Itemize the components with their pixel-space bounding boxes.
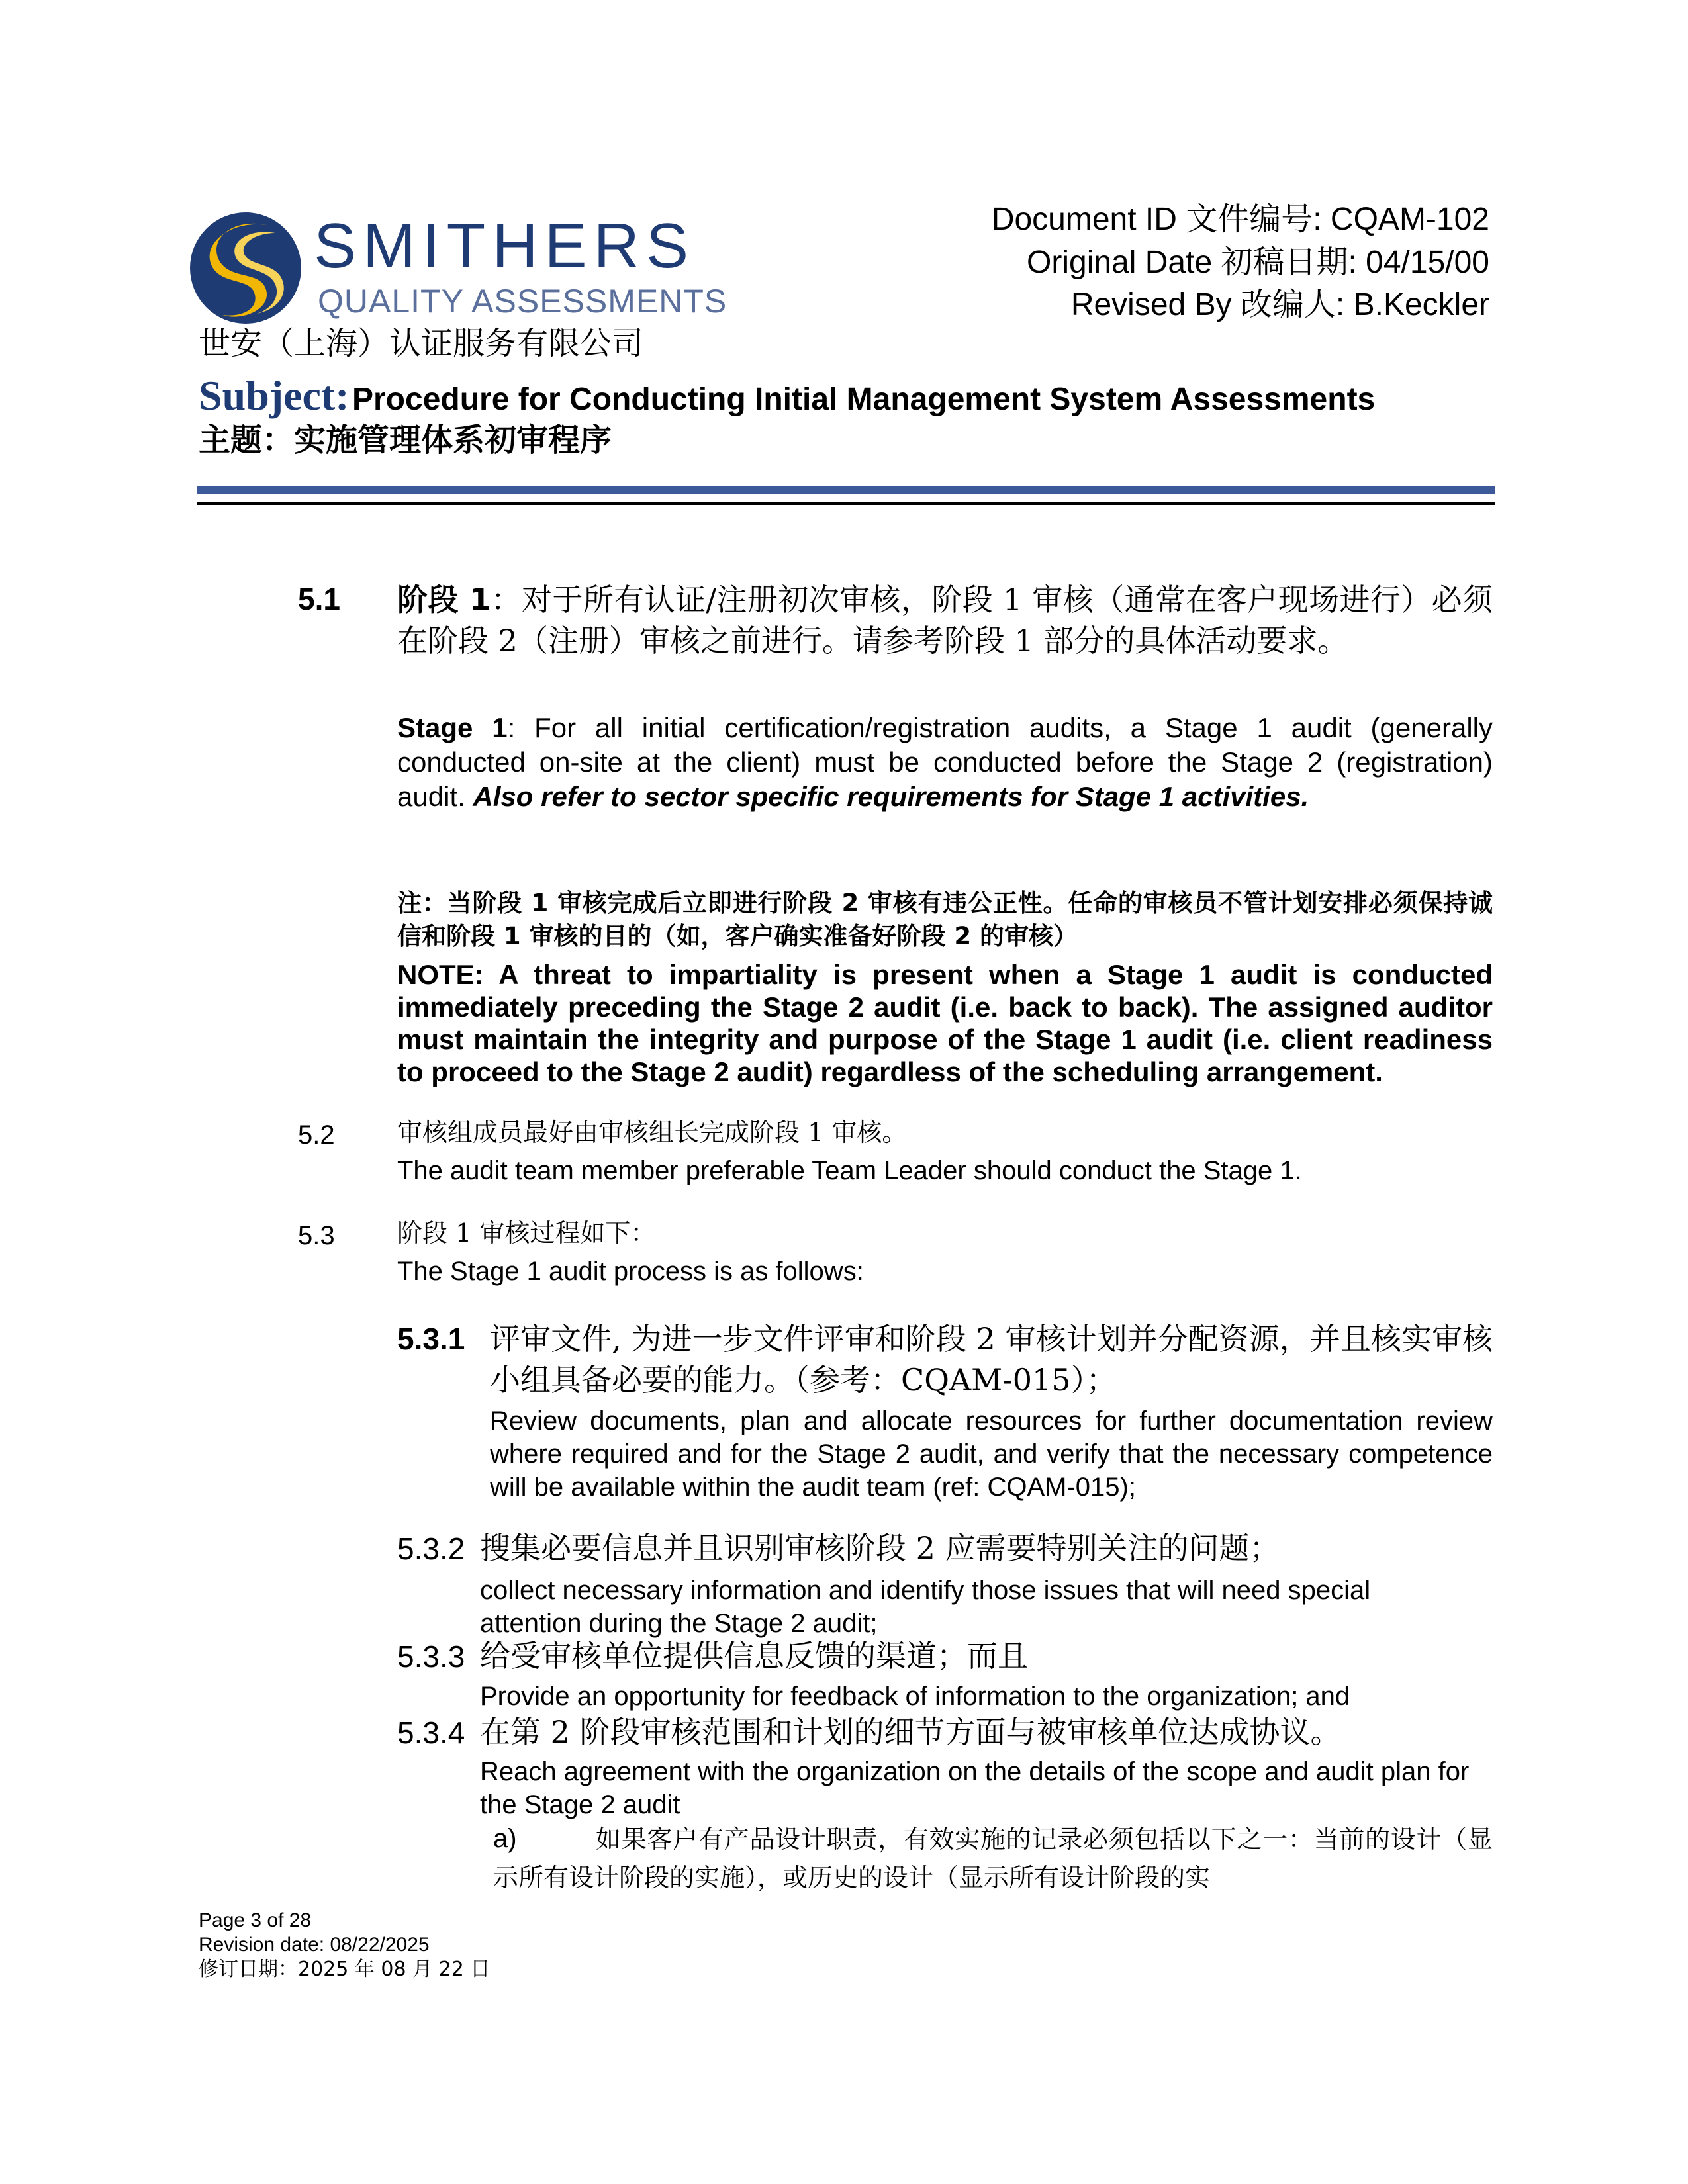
section-5-3-2-number: 5.3.2	[397, 1531, 465, 1566]
stage1-text-en: : For all initial certification/registration audits, a Stage 1 audit (generally conducted on-site at the client) must be conducted before the Stage 2 (registration) audit.	[397, 712, 1493, 812]
page-footer	[199, 1908, 490, 1981]
section-5-3-1-en: Review documents, plan and allocate resources for further documentation review where required and for the Stage 2 audit, and verify that the necessary competence will be available within the audit team (ref: CQAM-015);	[490, 1406, 1493, 1502]
smithers-swirl-icon	[188, 210, 304, 326]
logo-wordmark: SMITHERS	[314, 210, 696, 281]
subject-label: Subject:	[199, 372, 350, 419]
section-5-3-1-cn: 评审文件, 为进一步文件评审和阶段 2 审核计划并分配资源，并且核实审核小组具备必要的能力。（参考：CQAM-015）；	[490, 1321, 1493, 1398]
company-logo	[188, 210, 737, 330]
company-name-cn: 世安（上海）认证服务有限公司	[199, 325, 644, 362]
section-5-3-3-en: Provide an opportunity for feedback of information to the organization; and	[480, 1682, 1350, 1711]
section-5-3-en: The Stage 1 audit process is as follows:	[397, 1257, 864, 1286]
section-5-3-2-en: collect necessary information and identify those issues that will need special attention during the Stage 2 audit;	[480, 1576, 1371, 1638]
document-id: Document ID 文件编号: CQAM-102	[991, 202, 1489, 237]
section-5-3-4-cn: 在第 2 阶段审核范围和计划的细节方面与被审核单位达成协议。	[480, 1714, 1341, 1750]
section-5-3-4-en: Reach agreement with the organization on the details of the scope and audit plan for the Stage 2 audit	[480, 1757, 1470, 1819]
section-5-3-2-cn: 搜集必要信息并且识别审核阶段 2 应需要特别关注的问题；	[480, 1530, 1280, 1566]
section-5-1-number: 5.1	[298, 582, 340, 616]
section-5-3-number: 5.3	[298, 1221, 335, 1250]
stage1-text-cn: ：对于所有认证/注册初次审核，阶段 1 审核（通常在客户现场进行）必须在阶段 2（注册）审核之前进行。请参考阶段 1 部分的具体活动要求。	[397, 582, 1493, 659]
subject-title-cn: 主题：实施管理体系初审程序	[199, 423, 612, 458]
section-5-2-en: The audit team member preferable Team Leader should conduct the Stage 1.	[397, 1156, 1302, 1185]
header-divider-black	[197, 502, 1495, 505]
logo-tagline: QUALITY ASSESSMENTS	[318, 283, 727, 320]
stage1-label-cn: 阶段 1	[397, 582, 491, 617]
subject-title: Procedure for Conducting Initial Management System Assessments	[352, 382, 1376, 417]
original-date: Original Date 初稿日期: 04/15/00	[1027, 245, 1489, 280]
section-5-3-4-number: 5.3.4	[397, 1715, 465, 1750]
stage1-sector-note: Also refer to sector specific requirements for Stage 1 activities.	[473, 781, 1309, 812]
subject-line	[199, 373, 1375, 419]
section-5-2-cn: 审核组成员最好由审核组长完成阶段 1 审核。	[397, 1118, 908, 1147]
page-number: Page 3 of 28	[199, 1909, 312, 1931]
note-cn: 注：当阶段 1 审核完成后立即进行阶段 2 审核有违公正性。任命的审核员不管计划安排必须保持诚信和阶段 1 审核的目的（如，客户确实准备好阶段 2 的审核）	[397, 889, 1493, 950]
section-5-2-number: 5.2	[298, 1120, 335, 1150]
header-divider-blue	[197, 486, 1495, 494]
item-a-label: a)	[493, 1824, 517, 1853]
section-5-3-cn: 阶段 1 审核过程如下：	[397, 1218, 656, 1248]
revised-by: Revised By 改编人: B.Keckler	[1070, 287, 1489, 322]
stage1-label-en: Stage 1	[397, 712, 508, 743]
section-5-1-cn	[397, 579, 1493, 661]
section-5-3-3-number: 5.3.3	[397, 1639, 465, 1674]
note-en: NOTE: A threat to impartiality is present when a Stage 1 audit is conducted immediately preceding the Stage 2 audit (i.e. back to back). The assigned auditor must maintain the integrity and purpose of the Stage 1 audit (i.e. client readiness to proceed to the Stage 2 audit) regardless of the scheduling arrangement.	[397, 959, 1493, 1087]
item-a-cn: 如果客户有产品设计职责，有效实施的记录必须包括以下之一：当前的设计（显示所有设计阶段的实施），或历史的设计（显示所有设计阶段的实	[493, 1825, 1493, 1892]
section-5-3-1-number: 5.3.1	[397, 1322, 465, 1356]
section-5-1-en	[397, 711, 1493, 814]
revision-date: Revision date: 08/22/2025	[199, 1934, 430, 1956]
section-5-3-3-cn: 给受审核单位提供信息反馈的渠道；而且	[480, 1638, 1028, 1674]
revision-date-cn: 修订日期：2025 年 08 月 22 日	[199, 1958, 491, 1981]
